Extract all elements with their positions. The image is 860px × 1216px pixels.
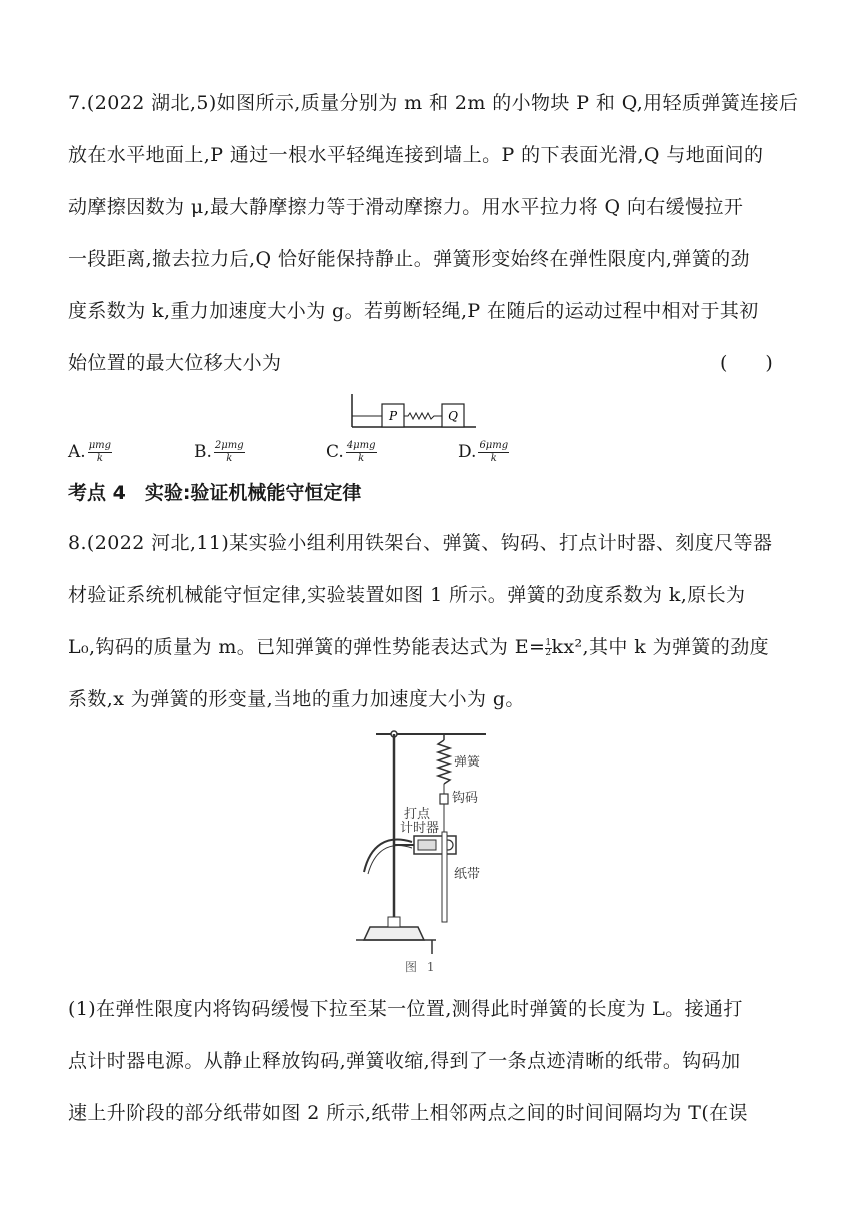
half-denominator: 2 [545,647,552,658]
q8-line-3-before: L₀,钩码的质量为 m。已知弹簧的弹性势能表达式为 E= [68,636,546,658]
q7-line-6: 始位置的最大位移大小为 [68,352,282,374]
option-d-letter: D. [458,442,477,462]
block-p-label: P [388,409,398,423]
q8-line-3 [68,632,769,659]
option-c[interactable] [326,440,377,465]
q8-line-3-after: kx²,其中 k 为弹簧的劲度 [551,636,769,658]
option-d-numerator: 6μmg [479,440,509,451]
option-a-denominator: k [96,453,103,464]
q8-part1-line-3: 速上升阶段的部分纸带如图 2 所示,纸带上相邻两点之间的时间间隔均为 T(在误 [68,1102,748,1124]
timer-label-2: 计时器 [400,821,440,836]
tape-label: 纸带 [454,867,481,882]
spring-label: 弹簧 [454,755,481,770]
timer-label-1: 打点 [404,807,431,822]
paper-tape [442,832,447,922]
q8-line-4: 系数,x 为弹簧的形变量,当地的重力加速度大小为 g。 [68,688,525,710]
option-d-denominator: k [490,453,497,464]
q8-part1-line-2: 点计时器电源。从静止释放钩码,弹簧收缩,得到了一条点迹清晰的纸带。钩码加 [68,1050,741,1072]
q7-line-4: 一段距离,撤去拉力后,Q 恰好能保持静止。弹簧形变始终在弹性限度内,弹簧的劲 [68,248,750,270]
stand-base [364,927,424,940]
option-d[interactable] [458,440,509,465]
option-a-letter: A. [68,442,86,462]
q7-line-1: 7.(2022 湖北,5)如图所示,质量分别为 m 和 2m 的小物块 P 和 Q,用轻质弹簧连接后 [68,92,799,114]
option-b-denominator: k [226,453,233,464]
section-heading: 考点 4 实验:验证机械能守恒定律 [68,482,362,504]
block-q-label: Q [448,409,458,423]
option-c-numerator: 4μmg [346,440,376,451]
option-c-denominator: k [358,453,365,464]
option-b-numerator: 2μmg [214,440,244,451]
option-b-letter: B. [194,442,212,462]
q7-line-5: 度系数为 k,重力加速度大小为 g。若剪断轻绳,P 在随后的运动过程中相对于其初 [68,300,759,322]
spring-icon [404,413,442,419]
base-block [388,917,400,927]
q7-line-2: 放在水平地面上,P 通过一根水平轻绳连接到墙上。P 的下表面光滑,Q 与地面间的 [68,144,764,166]
option-b[interactable] [194,440,245,465]
q8-line-2: 材验证系统机械能守恒定律,实验装置如图 1 所示。弹簧的劲度系数为 k,原长为 [68,584,746,606]
q7-spring-block-figure [348,392,478,432]
q8-apparatus-figure [356,722,496,954]
figure-caption: 图 1 [405,960,438,974]
answer-bracket: ( ) [720,352,773,374]
half-numerator: 1 [545,637,552,648]
option-c-letter: C. [326,442,344,462]
q7-line-3: 动摩擦因数为 μ,最大静摩擦力等于滑动摩擦力。用水平拉力将 Q 向右缓慢拉开 [68,196,744,218]
q8-line-1: 8.(2022 河北,11)某实验小组利用铁架台、弹簧、钩码、打点计时器、刻度尺等器 [68,532,773,554]
hook-weight [440,794,448,804]
weight-label: 钩码 [452,791,479,806]
option-a[interactable] [68,440,112,465]
option-a-numerator: μmg [88,440,112,451]
q8-part1-line-1: (1)在弹性限度内将钩码缓慢下拉至某一位置,测得此时弹簧的长度为 L。接通打 [68,998,743,1020]
spring-icon [438,740,450,784]
